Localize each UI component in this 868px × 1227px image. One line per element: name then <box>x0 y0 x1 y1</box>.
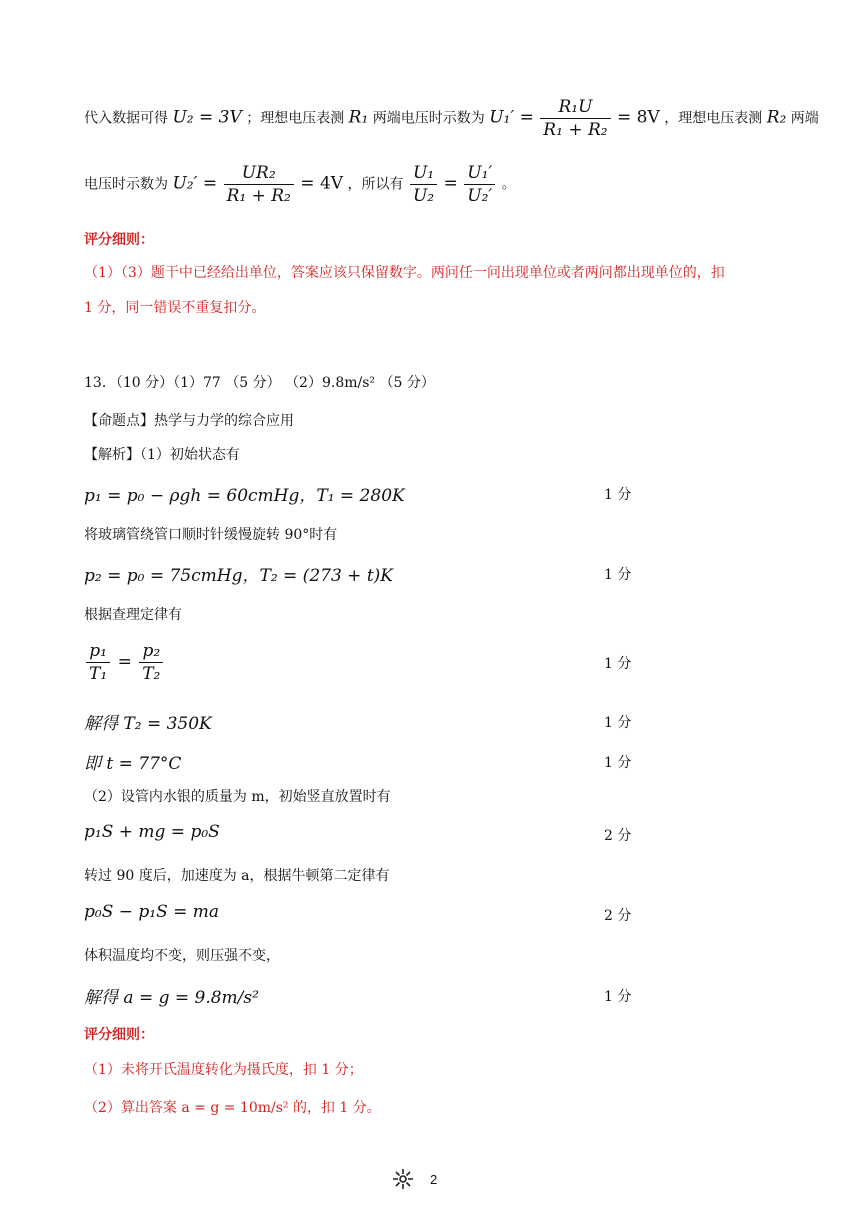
fraction-ur2 <box>224 162 294 207</box>
result-4v: = 4V <box>300 173 344 194</box>
frac-num: p₂ <box>139 640 163 663</box>
q13-topic: 【命题点】热学与力学的综合应用 <box>84 413 294 429</box>
fraction-u1-u2 <box>410 162 437 207</box>
frac-num: UR₂ <box>224 162 294 185</box>
flower-logo-icon <box>392 1168 414 1190</box>
score-4: 1 分 <box>604 715 632 731</box>
result-8v: = 8V <box>617 107 660 128</box>
frac-num: U₁ <box>410 162 437 185</box>
formula-u1-prime: U₁′ = <box>489 107 534 128</box>
q13-text-3: 根据查理定律有 <box>84 607 182 623</box>
text: ，理想电压表测 <box>664 110 763 127</box>
q13-rubric-line2: （2）算出答案 a = g = 10m/s² 的，扣 1 分。 <box>84 1100 381 1116</box>
fraction-p1-t1 <box>86 640 110 685</box>
equals: = <box>117 652 132 672</box>
equation-6: p₁S + mg = p₀S <box>84 822 220 842</box>
q13-header: 13．（10 分）（1）77 （5 分） （2）9.8m/s² （5 分） <box>84 375 435 391</box>
score-7: 2 分 <box>604 908 632 924</box>
frac-den: U₂ <box>412 186 435 206</box>
formula-u2-prime: U₂′ = <box>172 173 218 194</box>
text: 电压时示数为 <box>84 176 168 193</box>
formula-u2: U₂ = 3V <box>172 107 242 128</box>
fraction-r1u <box>540 96 610 141</box>
equation-4: 解得 T₂ = 350K <box>84 714 212 734</box>
q13-rubric-title: 评分细则： <box>84 1027 154 1043</box>
q13-text-2: 将玻璃管绕管口顺时针缓慢旋转 90°时有 <box>84 527 338 543</box>
score-8: 1 分 <box>604 989 632 1005</box>
text: 两端 <box>790 110 819 127</box>
p12-rubric-line2: 1 分，同一错误不重复扣分。 <box>84 300 266 316</box>
p12-line1 <box>84 96 819 141</box>
frac-den: T₂ <box>142 664 161 684</box>
score-1: 1 分 <box>604 487 632 503</box>
equation-3 <box>84 640 165 685</box>
score-6: 2 分 <box>604 828 632 844</box>
equation-2: p₂ = p₀ = 75cmHg，T₂ = (273 + t)K <box>84 566 393 586</box>
equation-8: 解得 a = g = 9.8m/s² <box>84 988 259 1008</box>
frac-den: R₁ + R₂ <box>226 186 291 206</box>
page-number: 2 <box>430 1172 438 1187</box>
q13-text-8: 体积温度均不变，则压强不变， <box>84 948 280 964</box>
q13-text-7: 转过 90 度后，加速度为 a，根据牛顿第二定律有 <box>84 868 390 884</box>
equation-7: p₀S − p₁S = ma <box>84 902 220 922</box>
equation-5: 即 t = 77°C <box>84 754 182 774</box>
text: 代入数据可得 <box>84 110 168 127</box>
p12-line2 <box>84 162 516 207</box>
frac-den: T₁ <box>89 664 108 684</box>
q13-text-6: （2）设管内水银的质量为 m，初始竖直放置时有 <box>84 789 391 805</box>
equation-1: p₁ = p₀ − ρgh = 60cmHg，T₁ = 280K <box>84 486 405 506</box>
p12-rubric-title: 评分细则： <box>84 232 154 248</box>
text: 。 <box>501 176 516 193</box>
fraction-u1p-u2p <box>464 162 495 207</box>
score-5: 1 分 <box>604 755 632 771</box>
fraction-p2-t2 <box>139 640 163 685</box>
text: ；理想电压表测 <box>246 110 345 127</box>
equals: = <box>443 173 458 194</box>
symbol-r1: R₁ <box>348 107 369 128</box>
score-3: 1 分 <box>604 656 632 672</box>
text: 两端电压时示数为 <box>372 110 485 127</box>
q13-analysis: 【解析】（1）初始状态有 <box>84 447 240 463</box>
text: ，所以有 <box>347 176 404 193</box>
frac-num: p₁ <box>86 640 110 663</box>
p12-rubric-line1: （1）（3）题干中已经给出单位，答案应该只保留数字。两问任一问出现单位或者两问都出现单位的，扣 <box>84 265 725 281</box>
frac-den: U₂′ <box>467 186 493 206</box>
score-2: 1 分 <box>604 567 632 583</box>
frac-num: U₁′ <box>464 162 495 185</box>
frac-num: R₁U <box>540 96 610 119</box>
frac-den: R₁ + R₂ <box>543 120 608 140</box>
q13-rubric-line1: （1）未将开氏温度转化为摄氏度，扣 1 分； <box>84 1062 363 1078</box>
symbol-r2: R₂ <box>766 107 787 128</box>
